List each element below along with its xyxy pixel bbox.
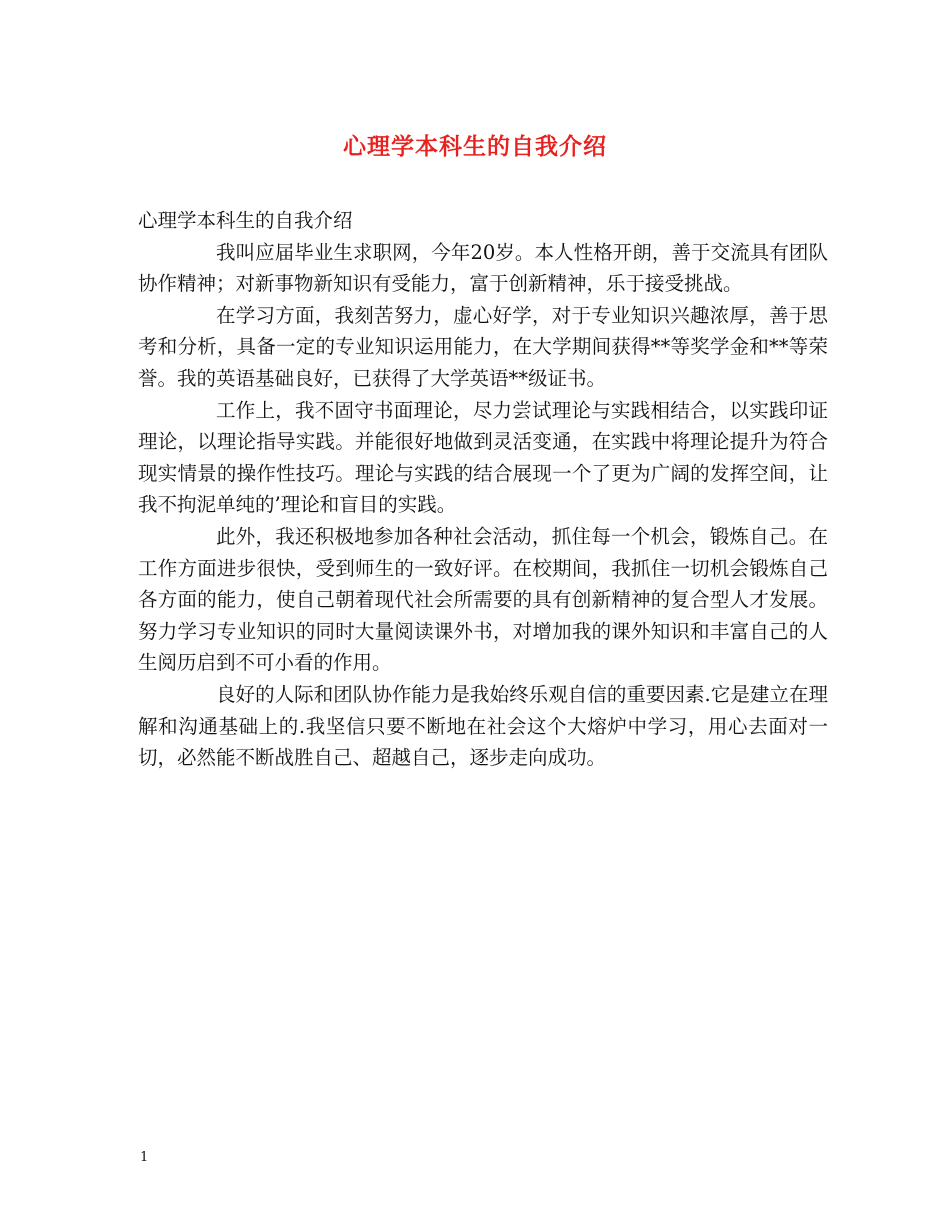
document-body <box>138 205 828 774</box>
paragraph-conclusion: 良好的人际和团队协作能力是我始终乐观自信的重要因素.它是建立在理解和沟通基础上的.我坚信只要不断地在社会这个大熔炉中学习，用心去面对一切，必然能不断战胜自己、超越自己，逐步走向成功。 <box>138 682 828 770</box>
paragraph-activities: 此外，我还积极地参加各种社会活动，抓住每一个机会，锻炼自己。在工作方面进步很快，受到师生的一致好评。在校期间，我抓住一切机会锻炼自己各方面的能力，使自己朝着现代社会所需要的具有创新精神的复合型人才发展。努力学习专业知识的同时大量阅读课外书，对增加我的课外知识和丰富自己的人生阅历启到不可小看的作用。 <box>138 524 828 675</box>
document-heading: 心理学本科生的自我介绍 <box>138 209 353 232</box>
paragraph-intro: 我叫应届毕业生求职网，今年20岁。本人性格开朗，善于交流具有团队协作精神；对新事物新知识有受能力，富于创新精神，乐于接受挑战。 <box>138 240 828 296</box>
document-title: 心理学本科生的自我介绍 <box>343 133 607 160</box>
paragraph-study: 在学习方面，我刻苦努力，虚心好学，对于专业知识兴趣浓厚，善于思考和分析，具备一定的专业知识运用能力，在大学期间获得**等奖学金和**等荣誉。我的英语基础良好，已获得了大学英语**级证书。 <box>138 303 828 390</box>
page-number: 1 <box>140 1150 149 1165</box>
paragraph-work: 工作上，我不固守书面理论，尽力尝试理论与实践相结合，以实践印证理论，以理论指导实践。并能很好地做到灵活变通，在实践中将理论提升为符合现实情景的操作性技巧。理论与实践的结合展现一个了更为广阔的发挥空间，让我不拘泥单纯的’理论和盲目的实践。 <box>138 398 828 517</box>
